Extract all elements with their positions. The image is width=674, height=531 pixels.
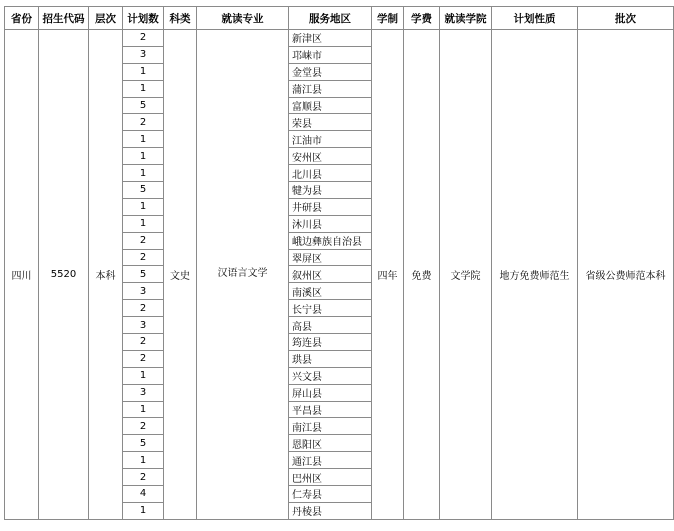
- plan-count-cell: 1: [123, 80, 164, 97]
- plan-count-cell: 3: [123, 317, 164, 334]
- plan-count-cell: 1: [123, 215, 164, 232]
- plan-count-cell: 2: [123, 418, 164, 435]
- plan-count-cell: 3: [123, 283, 164, 300]
- header-tuition: 学费: [404, 7, 440, 30]
- service-area-cell: 邛崃市: [289, 46, 372, 63]
- header-college: 就读学院: [440, 7, 492, 30]
- service-area-cell: 井研县: [289, 198, 372, 215]
- service-area-cell: 富顺县: [289, 97, 372, 114]
- service-area-cell: 珙县: [289, 350, 372, 367]
- plan-count-cell: 5: [123, 97, 164, 114]
- plan-count-cell: 1: [123, 165, 164, 182]
- service-area-cell: 通江县: [289, 452, 372, 469]
- header-major: 就读专业: [197, 7, 289, 30]
- code-cell: 5520: [39, 30, 89, 520]
- service-area-cell: 北川县: [289, 165, 372, 182]
- service-area-cell: 犍为县: [289, 182, 372, 199]
- table-body: [5, 30, 674, 520]
- service-area-cell: 叙州区: [289, 266, 372, 283]
- plan-count-cell: 4: [123, 486, 164, 503]
- plan-count-cell: 1: [123, 131, 164, 148]
- plan-count-cell: 1: [123, 148, 164, 165]
- service-area-cell: 屏山县: [289, 384, 372, 401]
- tuition-cell: 免费: [404, 30, 440, 520]
- table-row: [5, 30, 674, 47]
- service-area-cell: 仁寿县: [289, 486, 372, 503]
- province-cell: 四川: [5, 30, 39, 520]
- plan-count-cell: 1: [123, 367, 164, 384]
- plan-count-cell: 5: [123, 435, 164, 452]
- batch-cell: 省级公费师范本科: [578, 30, 674, 520]
- service-area-cell: 丹棱县: [289, 502, 372, 519]
- enrollment-plan-table: [4, 6, 674, 520]
- service-area-cell: 安州区: [289, 148, 372, 165]
- plan-count-cell: 3: [123, 384, 164, 401]
- service-area-cell: 峨边彝族自治县: [289, 232, 372, 249]
- plan-count-cell: 2: [123, 350, 164, 367]
- plan-count-cell: 2: [123, 232, 164, 249]
- header-category: 科类: [164, 7, 197, 30]
- service-area-cell: 金堂县: [289, 63, 372, 80]
- college-cell: 文学院: [440, 30, 492, 520]
- plan-count-cell: 1: [123, 401, 164, 418]
- header-duration: 学制: [372, 7, 404, 30]
- service-area-cell: 新津区: [289, 30, 372, 47]
- header-service-area: 服务地区: [289, 7, 372, 30]
- service-area-cell: 巴州区: [289, 469, 372, 486]
- plan-count-cell: 5: [123, 266, 164, 283]
- service-area-cell: 南江县: [289, 418, 372, 435]
- service-area-cell: 筠连县: [289, 334, 372, 351]
- category-cell: 文史: [164, 30, 197, 520]
- plan-count-cell: 2: [123, 30, 164, 47]
- header-province: 省份: [5, 7, 39, 30]
- service-area-cell: 沐川县: [289, 215, 372, 232]
- service-area-cell: 长宁县: [289, 300, 372, 317]
- service-area-cell: 兴文县: [289, 367, 372, 384]
- header-row: [5, 7, 674, 30]
- plan-count-cell: 3: [123, 46, 164, 63]
- header-plan-count: 计划数: [123, 7, 164, 30]
- header-batch: 批次: [578, 7, 674, 30]
- header-code: 招生代码: [39, 7, 89, 30]
- duration-cell: 四年: [372, 30, 404, 520]
- header-plan-type: 计划性质: [492, 7, 578, 30]
- plan-count-cell: 1: [123, 452, 164, 469]
- major-cell: 汉语言文学: [197, 30, 289, 520]
- service-area-cell: 翠屏区: [289, 249, 372, 266]
- service-area-cell: 蒲江县: [289, 80, 372, 97]
- plan-count-cell: 1: [123, 63, 164, 80]
- plan-count-cell: 5: [123, 182, 164, 199]
- plan-count-cell: 2: [123, 114, 164, 131]
- plan-count-cell: 1: [123, 502, 164, 519]
- plan-count-cell: 2: [123, 469, 164, 486]
- level-cell: 本科: [89, 30, 123, 520]
- plan-count-cell: 1: [123, 198, 164, 215]
- service-area-cell: 江油市: [289, 131, 372, 148]
- service-area-cell: 南溪区: [289, 283, 372, 300]
- service-area-cell: 荣县: [289, 114, 372, 131]
- header-level: 层次: [89, 7, 123, 30]
- service-area-cell: 高县: [289, 317, 372, 334]
- plan-count-cell: 2: [123, 334, 164, 351]
- service-area-cell: 平昌县: [289, 401, 372, 418]
- service-area-cell: 恩阳区: [289, 435, 372, 452]
- plan-type-cell: 地方免费师范生: [492, 30, 578, 520]
- plan-count-cell: 2: [123, 249, 164, 266]
- plan-count-cell: 2: [123, 300, 164, 317]
